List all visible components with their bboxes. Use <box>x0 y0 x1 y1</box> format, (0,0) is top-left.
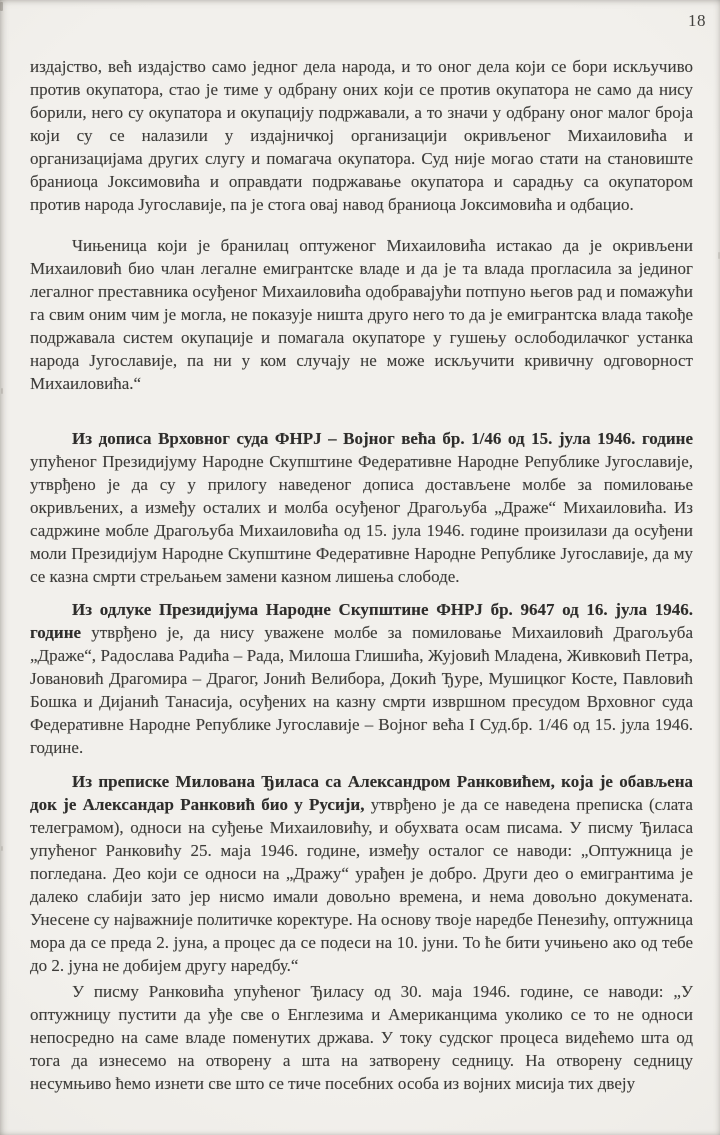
paragraph-lead: Из одлуке Президијума Народне Скупштине ФНРЈ бр. 9647 од 16. јула 1946. године <box>30 600 693 642</box>
scan-artifact <box>1 388 3 394</box>
paragraph-continuation-joksimovic <box>30 55 693 216</box>
scan-artifact <box>0 2 3 11</box>
paragraph-rankovic-letter <box>30 980 693 1095</box>
paragraph-presidium-decision <box>30 598 693 759</box>
paragraph-lead: Из преписке Милована Ђиласа са Александром Ранковићем, која је обављена док је Александар Ранковић био у Русији, <box>30 772 693 814</box>
paragraph-text: Чињеница који је бранилац оптуженог Михаиловића истакао да је окривљени Михаиловић био члан легалне емигрантске владе и да је та влада прогласила за јединог легалног преставника осуђеног Михаиловића одобравајући потпуно његов рад и помажући га свим оним чим је могла, не показује ништа друго него то да је емигрантска влада такође подржавала систем окупације и помагала окупаторе у гушењу ослободилачког устанка народа Југославије, па ни у ком случају не може искључити кривичну одговорност Михаиловића.“ <box>30 236 693 393</box>
paragraph-text: У писму Ранковића упућеног Ђиласу од 30. маја 1946. године, се наводи: „У оптужницу пустити да уђе све о Енглезима и Американцима уколико се то не односи непосредно на саме владе поменутих држава. У току судског процеса видећемо шта од тога да изнесемо на отворену а шта на затворену седницу. На отворену седницу несумњиво ћемо изнети све што се тиче посебних особа из војних мисија тих двеју <box>30 982 693 1093</box>
paragraph-text: утврђено је, да нису уважене молбе за помиловање Михаиловић Драгољуба „Драже“, Радослава Радића – Рада, Милоша Глишића, Жујовић Младена, Живковић Петра, Јовановић Драгомира – Драгог, Јонић Велибора, Докић Ђуре, Мушицког Косте, Павловић Бошка и Дијанић Танасија, осуђених на казну смрти извршном пресудом Врховног суда Федеративне Народне Републике Југославије – Војног већа I Суд.бр. 1/46 од 15. јула 1946. године. <box>30 623 693 757</box>
paragraph-djilas-rankovic-correspondence <box>30 770 693 977</box>
page-number: 18 <box>688 11 706 30</box>
document-body <box>30 55 693 1095</box>
paragraph-text: упућеног Президијуму Народне Скупштине Федеративне Народне Републике Југославије, утврђено је да су у прилогу наведеног дописа достављене молбе за помиловање окривљених, а између осталих и молба осуђеног Драгољуба „Драже“ Михаиловића. Из садржине мобле Драгољуба Михаиловића од 15. јула 1946. године произилази да осуђени моли Президијум Народне Скупштине Федеративне Народне Републике Југославије, да му се казна смрти стрељањем замени казном лишења слободе. <box>30 452 693 586</box>
paragraph-supreme-court-letter <box>30 427 693 588</box>
paragraph-text: издајство, већ издајство само једног дела народа, и то оног дела који се бори искључиво против окупатора, стао је тиме у одбрану оних који се против окупатора не само да нису борили, него су окупатора и окупацију подржавали, а то значи у одбрану оног малог броја који су се налазили у издајничкој организацији окривљеног Михаиловића и организацијама других слугу и помагача окупатора. Суд није могао стати на становиште браниоца Јоксимовића и оправдати подржавање окупатора и сарадњу са окупатором против народа Југославије, па је стога овај навод браниоца Јоксимовића и одбацио. <box>30 57 693 214</box>
paragraph-emigrant-government <box>30 234 693 395</box>
scan-artifact <box>1 846 3 851</box>
paragraph-lead: Из дописа Врховног суда ФНРЈ – Војног већа бр. 1/46 од 15. јула 1946. године <box>72 429 693 448</box>
paragraph-text: утврђено је да се наведена преписка (слата телеграмом), односи на суђење Михаиловићу, и обухвата осам писама. У писму Ђиласа упућеног Ранковићу 25. маја 1946. године, између осталог се наводи: „Оптужница је погледана. Део који се односи на „Дражу“ урађен је добро. Други део о емигрантима је далеко слабији зато јер нисмо имали довољно времена, и нема довољно докумената. Унесене су најважније политичке коректуре. На основу твоје наредбе Пенезићу, оптужница мора да се преда 2. јуна, а процес да се подеси на 10. јуни. То ће бити учињено ако од тебе до 2. јуна не добијем другу наредбу.“ <box>30 795 693 975</box>
